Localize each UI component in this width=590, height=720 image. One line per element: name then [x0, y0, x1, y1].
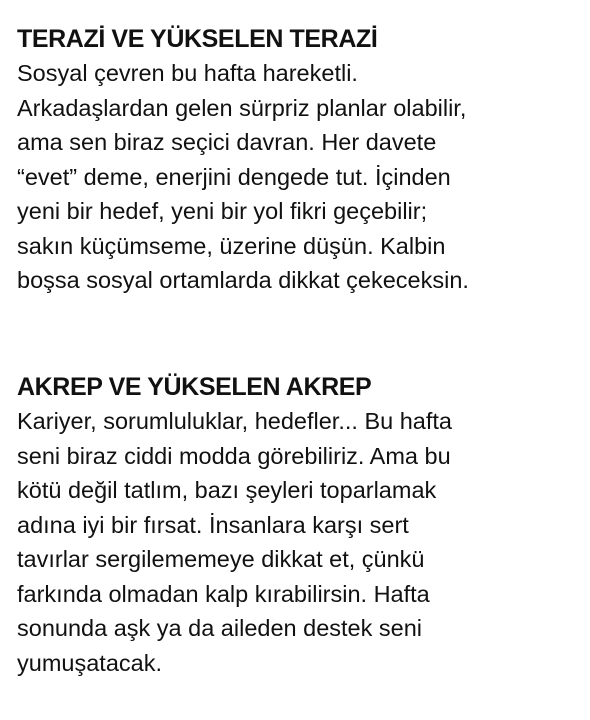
section-heading: TERAZİ VE YÜKSELEN TERAZİ	[17, 25, 378, 53]
body-line: sakın küçümseme, üzerine düşün. Kalbin	[17, 232, 446, 259]
body-line: sonunda aşk ya da aileden destek seni	[17, 615, 423, 641]
body-line: boşsa sosyal ortamlarda dikkat çekeceksin.	[17, 267, 469, 293]
body-line: yumuşatacak.	[17, 649, 162, 676]
body-line: “evet” deme, enerjini dengede tut. İçinden	[17, 163, 451, 190]
body-line: yeni bir hedef, yeni bir yol fikri geçebilir;	[17, 198, 428, 224]
section-heading: AKREP VE YÜKSELEN AKREP	[17, 373, 372, 401]
section-body	[17, 56, 584, 298]
section-body	[17, 404, 584, 680]
body-line: farkında olmadan kalp kırabilirsin. Hafta	[17, 580, 430, 607]
body-line: tavırlar sergilememeye dikkat et, çünkü	[17, 546, 425, 572]
horoscope-section-scorpio	[17, 370, 584, 680]
body-line: seni biraz ciddi modda görebiliriz. Ama bu	[17, 442, 451, 469]
body-line: adına iyi bir fırsat. İnsanlara karşı sert	[17, 511, 409, 538]
body-line: Arkadaşlardan gelen sürpriz planlar olabilir,	[17, 94, 467, 121]
body-line: ama sen biraz seçici davran. Her davete	[17, 129, 437, 155]
body-line: Kariyer, sorumluluklar, hedefler... Bu hafta	[17, 408, 452, 434]
body-line: kötü değil tatlım, bazı şeyleri toparlamak	[17, 477, 437, 503]
horoscope-section-libra	[17, 22, 584, 298]
body-line: Sosyal çevren bu hafta hareketli.	[17, 60, 358, 86]
